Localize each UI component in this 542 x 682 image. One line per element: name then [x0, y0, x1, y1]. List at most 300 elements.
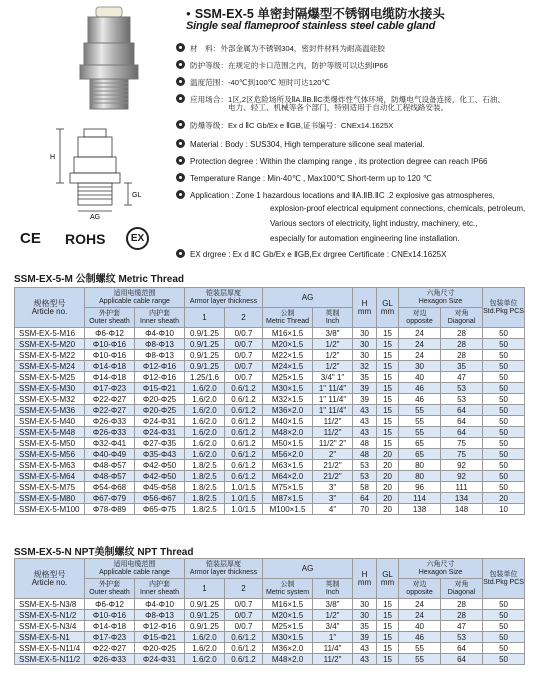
cell-metric-thread: M40×1.5 [263, 416, 313, 427]
col-armor: 铠装层厚度 Armor layer thickness [185, 288, 263, 308]
cell-metric-thread: M64×2.0 [263, 471, 313, 482]
cell-inner-sheath: Φ45-Φ58 [135, 482, 185, 493]
cell-pack: 50 [483, 416, 525, 427]
col-model: 规格型号 Article no. [15, 288, 85, 328]
cell-pack: 50 [483, 427, 525, 438]
cell-metric-thread: M16×1.5 [263, 599, 313, 610]
cell-opposite: 65 [399, 449, 441, 460]
bullet-icon [176, 77, 185, 86]
cell-diagonal: 47 [441, 621, 483, 632]
cell-diagonal: 92 [441, 460, 483, 471]
cell-outer-sheath: Φ22-Φ27 [85, 405, 135, 416]
cell-h: 43 [353, 427, 377, 438]
cell-inner-sheath: Φ12-Φ16 [135, 372, 185, 383]
cell-armor-1: 1.6/2.0 [185, 416, 225, 427]
cell-opposite: 24 [399, 350, 441, 361]
cell-outer-sheath: Φ40-Φ49 [85, 449, 135, 460]
cell-h: 70 [353, 504, 377, 515]
cell-gl: 15 [377, 350, 399, 361]
cell-armor-2: 0.6/1.2 [225, 427, 263, 438]
cell-opposite: 24 [399, 328, 441, 339]
product-photo [48, 5, 168, 115]
cell-h: 43 [353, 405, 377, 416]
cell-armor-1: 1.8/2.5 [185, 460, 225, 471]
cell-inch: 11/2" [313, 416, 353, 427]
cell-h: 58 [353, 482, 377, 493]
col-opposite: 对边 opposite [399, 308, 441, 328]
cell-model: SSM-EX-5-M48 [15, 427, 85, 438]
cell-gl: 15 [377, 632, 399, 643]
cell-opposite: 40 [399, 621, 441, 632]
cell-model: SSM-EX-5-M63 [15, 460, 85, 471]
cell-armor-2: 0.6/1.2 [225, 383, 263, 394]
cell-inch: 1" 11/4" [313, 405, 353, 416]
cell-opposite: 46 [399, 383, 441, 394]
cell-armor-2: 0/0.7 [225, 339, 263, 350]
cell-model: SSM-EX-5-N1/2 [15, 610, 85, 621]
col-armor-2: 2 [225, 308, 263, 328]
cell-opposite: 55 [399, 416, 441, 427]
cell-diagonal: 75 [441, 438, 483, 449]
col-inner: 内护套 Inner sheath [135, 579, 185, 599]
npt-spec-table [14, 558, 525, 665]
cell-outer-sheath: Φ14-Φ18 [85, 361, 135, 372]
col-hexagon: 六角尺寸 Hexagon Size [399, 559, 483, 579]
cell-inner-sheath: Φ42-Φ50 [135, 460, 185, 471]
cell-pack: 50 [483, 460, 525, 471]
cell-inner-sheath: Φ4-Φ10 [135, 599, 185, 610]
cell-opposite: 24 [399, 599, 441, 610]
bullet-icon [176, 249, 185, 258]
cell-armor-1: 1.6/2.0 [185, 383, 225, 394]
cell-outer-sheath: Φ48-Φ57 [85, 471, 135, 482]
col-inch: 英制 Inch [313, 308, 353, 328]
cell-h: 30 [353, 350, 377, 361]
cell-armor-2: 0/0.7 [225, 621, 263, 632]
cell-armor-1: 0.9/1.25 [185, 339, 225, 350]
col-outer: 外护套 Outer sheath [85, 308, 135, 328]
cell-pack: 50 [483, 438, 525, 449]
dim-label-h: H [50, 154, 56, 161]
cell-model: SSM-EX-5-N11/4 [15, 643, 85, 654]
cell-inner-sheath: Φ42-Φ50 [135, 471, 185, 482]
bullet-icon [176, 156, 185, 165]
cell-model: SSM-EX-5-N3/4 [15, 621, 85, 632]
cell-model: SSM-EX-5-M32 [15, 394, 85, 405]
cell-outer-sheath: Φ10-Φ16 [85, 350, 135, 361]
cell-metric-thread: M30×1.5 [263, 632, 313, 643]
bullet-icon [176, 173, 185, 182]
cell-inch: 1" 11/4" [313, 383, 353, 394]
cell-armor-2: 0.6/1.2 [225, 632, 263, 643]
cell-h: 35 [353, 372, 377, 383]
cell-inch: 1/2" [313, 350, 353, 361]
cell-gl: 15 [377, 654, 399, 665]
feature-material-en: Material : Body : SUS304, High temperature silicone seal material. [176, 138, 425, 150]
col-armor-2: 2 [225, 579, 263, 599]
cell-gl: 15 [377, 405, 399, 416]
cell-armor-1: 1.8/2.5 [185, 493, 225, 504]
cell-h: 39 [353, 394, 377, 405]
cell-diagonal: 28 [441, 328, 483, 339]
cell-armor-2: 1.0/1.5 [225, 482, 263, 493]
cell-armor-2: 0/0.7 [225, 361, 263, 372]
dim-label-gl: GL [132, 192, 142, 199]
cell-diagonal: 53 [441, 394, 483, 405]
cell-opposite: 30 [399, 361, 441, 372]
col-armor: 铠装层厚度 Armor layer thickness [185, 559, 263, 579]
cell-outer-sheath: Φ10-Φ16 [85, 610, 135, 621]
cell-h: 39 [353, 632, 377, 643]
cell-metric-thread: M56×2.0 [263, 449, 313, 460]
table-row [15, 449, 525, 460]
cell-outer-sheath: Φ48-Φ57 [85, 460, 135, 471]
table-row [15, 405, 525, 416]
cell-armor-2: 0/0.7 [225, 328, 263, 339]
cell-inch: 11/2" 2" [313, 438, 353, 449]
cell-model: SSM-EX-5-N11/2 [15, 654, 85, 665]
cell-inner-sheath: Φ24-Φ31 [135, 654, 185, 665]
cell-gl: 20 [377, 504, 399, 515]
cell-armor-2: 0.6/1.2 [225, 449, 263, 460]
cell-armor-1: 0.9/1.25 [185, 621, 225, 632]
cell-metric-thread: M50×1.5 [263, 438, 313, 449]
col-inner: 内护套 Inner sheath [135, 308, 185, 328]
cell-inch: 1" [313, 632, 353, 643]
cell-gl: 15 [377, 643, 399, 654]
cell-gl: 20 [377, 460, 399, 471]
cell-gl: 15 [377, 610, 399, 621]
cell-gl: 15 [377, 394, 399, 405]
table-row [15, 438, 525, 449]
cell-armor-1: 1.6/2.0 [185, 632, 225, 643]
cell-pack: 50 [483, 643, 525, 654]
cell-metric-thread: M25×1.5 [263, 372, 313, 383]
table-row [15, 361, 525, 372]
cell-outer-sheath: Φ6-Φ12 [85, 328, 135, 339]
cell-opposite: 138 [399, 504, 441, 515]
cell-armor-2: 0.6/1.2 [225, 654, 263, 665]
cell-outer-sheath: Φ32-Φ41 [85, 438, 135, 449]
col-diagonal: 对角 Diagonal [441, 308, 483, 328]
cell-armor-1: 0.9/1.25 [185, 610, 225, 621]
col-gl: GL mm [377, 559, 399, 599]
page-title: ● SSM-EX-5 单密封隔爆型不锈钢电缆防水接头 [186, 4, 445, 22]
col-pack: 包装单位 Std.Pkg PCS [483, 559, 525, 599]
cell-inch: 2" [313, 449, 353, 460]
cell-gl: 15 [377, 416, 399, 427]
cell-pack: 50 [483, 449, 525, 460]
table-row [15, 460, 525, 471]
cell-metric-thread: M20×1.5 [263, 339, 313, 350]
metric-spec-table [14, 287, 525, 515]
feature-application-en: Application : Zone 1 hazardous locations and ⅡA.ⅡB.ⅡC .2 explosive gas atmospheres, [176, 189, 495, 201]
cell-model: SSM-EX-5-M16 [15, 328, 85, 339]
feature-application-cn: 应用场合：1区,2区危险场所及ⅡA.ⅡB.ⅡC类爆炸性气体环境，防爆电气设备连接，化工、石油、 [176, 93, 505, 105]
cell-diagonal: 28 [441, 350, 483, 361]
cell-outer-sheath: Φ14-Φ18 [85, 621, 135, 632]
cell-metric-thread: M36×2.0 [263, 405, 313, 416]
cell-h: 53 [353, 471, 377, 482]
cell-model: SSM-EX-5-M80 [15, 493, 85, 504]
cell-diagonal: 53 [441, 632, 483, 643]
cell-inner-sheath: Φ35-Φ43 [135, 449, 185, 460]
cell-pack: 50 [483, 361, 525, 372]
cell-diagonal: 64 [441, 405, 483, 416]
cell-h: 35 [353, 621, 377, 632]
cell-h: 43 [353, 654, 377, 665]
cell-inner-sheath: Φ27-Φ35 [135, 438, 185, 449]
table-row [15, 482, 525, 493]
cell-armor-2: 0.6/1.2 [225, 405, 263, 416]
cell-pack: 50 [483, 654, 525, 665]
col-inch: 英制 Inch [313, 579, 353, 599]
cell-armor-2: 0.6/1.2 [225, 416, 263, 427]
cell-gl: 20 [377, 471, 399, 482]
cell-opposite: 40 [399, 372, 441, 383]
cell-pack: 20 [483, 493, 525, 504]
cell-metric-thread: M30×1.5 [263, 383, 313, 394]
cell-pack: 50 [483, 372, 525, 383]
cell-model: SSM-EX-5-M75 [15, 482, 85, 493]
bullet-icon [176, 120, 185, 129]
cell-outer-sheath: Φ6-Φ12 [85, 599, 135, 610]
table-row [15, 416, 525, 427]
cell-inner-sheath: Φ4-Φ10 [135, 328, 185, 339]
col-gl: GL mm [377, 288, 399, 328]
dim-label-ag: AG [90, 214, 101, 220]
cell-armor-1: 1.8/2.5 [185, 504, 225, 515]
table-row [15, 372, 525, 383]
cell-h: 48 [353, 438, 377, 449]
cell-opposite: 65 [399, 438, 441, 449]
cell-outer-sheath: Φ10-Φ16 [85, 339, 135, 350]
cell-diagonal: 64 [441, 427, 483, 438]
cell-armor-1: 1.6/2.0 [185, 438, 225, 449]
cell-opposite: 24 [399, 610, 441, 621]
cell-inch: 11/2" [313, 427, 353, 438]
cell-inch: 3/8" [313, 599, 353, 610]
cell-pack: 50 [483, 482, 525, 493]
cell-inner-sheath: Φ15-Φ21 [135, 383, 185, 394]
cell-gl: 15 [377, 328, 399, 339]
cell-diagonal: 75 [441, 449, 483, 460]
cell-gl: 15 [377, 438, 399, 449]
cell-pack: 50 [483, 610, 525, 621]
cell-metric-thread: M16×1.5 [263, 328, 313, 339]
col-pack: 包装单位 Std.Pkg PCS [483, 288, 525, 328]
cell-inner-sheath: Φ20-Φ25 [135, 394, 185, 405]
cell-armor-1: 0.9/1.25 [185, 361, 225, 372]
cell-model: SSM-EX-5-M20 [15, 339, 85, 350]
cell-opposite: 80 [399, 460, 441, 471]
cell-outer-sheath: Φ14-Φ18 [85, 372, 135, 383]
feature-material-cn: 材 料：外部金属为不锈钢304，密封件材料为耐高温硅胶 [176, 42, 385, 54]
cell-diagonal: 64 [441, 643, 483, 654]
col-metric: 公制 Metric system [263, 579, 313, 599]
cell-model: SSM-EX-5-M40 [15, 416, 85, 427]
cell-armor-2: 1.0/1.5 [225, 504, 263, 515]
cell-metric-thread: M48×2.0 [263, 427, 313, 438]
table-row [15, 610, 525, 621]
col-model: 规格型号 Article no. [15, 559, 85, 599]
cell-metric-thread: M24×1.5 [263, 361, 313, 372]
table-row [15, 383, 525, 394]
table-row [15, 643, 525, 654]
cell-armor-1: 0.9/1.25 [185, 599, 225, 610]
table-row [15, 504, 525, 515]
cell-outer-sheath: Φ54-Φ68 [85, 482, 135, 493]
cell-diagonal: 35 [441, 361, 483, 372]
cell-outer-sheath: Φ26-Φ33 [85, 416, 135, 427]
col-cable-range: 适用电缆范围 Applicable cable range [85, 559, 185, 579]
cell-armor-1: 1.8/2.5 [185, 471, 225, 482]
cell-metric-thread: M75×1.5 [263, 482, 313, 493]
npt-section-title: SSM-EX-5-N NPT美制螺纹 NPT Thread [14, 547, 194, 558]
cell-diagonal: 47 [441, 372, 483, 383]
cell-gl: 15 [377, 599, 399, 610]
cell-opposite: 96 [399, 482, 441, 493]
cell-inner-sheath: Φ8-Φ13 [135, 610, 185, 621]
cell-outer-sheath: Φ22-Φ27 [85, 643, 135, 654]
cell-metric-thread: M36×2.0 [263, 643, 313, 654]
bullet-icon [176, 139, 185, 148]
cell-outer-sheath: Φ17-Φ23 [85, 383, 135, 394]
cell-diagonal: 53 [441, 383, 483, 394]
cell-pack: 50 [483, 394, 525, 405]
cell-gl: 20 [377, 482, 399, 493]
cell-opposite: 114 [399, 493, 441, 504]
cell-inch: 11/4" [313, 643, 353, 654]
cell-model: SSM-EX-5-M36 [15, 405, 85, 416]
cell-opposite: 55 [399, 643, 441, 654]
cell-metric-thread: M22×1.5 [263, 350, 313, 361]
cell-metric-thread: M63×1.5 [263, 460, 313, 471]
cell-gl: 15 [377, 339, 399, 350]
cell-diagonal: 111 [441, 482, 483, 493]
col-h: H mm [353, 288, 377, 328]
rohs-logo: ROHS [65, 231, 106, 247]
feature-application-cn-cont: 电力、轻工、机械等各个部门，特别适用于自动化工程线路安装。 [228, 103, 449, 112]
cell-outer-sheath: Φ26-Φ33 [85, 654, 135, 665]
cell-gl: 15 [377, 361, 399, 372]
col-armor-1: 1 [185, 579, 225, 599]
cell-diagonal: 64 [441, 654, 483, 665]
col-outer: 外护套 Outer sheath [85, 579, 135, 599]
cell-diagonal: 64 [441, 416, 483, 427]
cell-pack: 50 [483, 383, 525, 394]
cell-h: 39 [353, 383, 377, 394]
cell-outer-sheath: Φ26-Φ33 [85, 427, 135, 438]
cell-model: SSM-EX-5-M30 [15, 383, 85, 394]
cell-opposite: 55 [399, 405, 441, 416]
bullet-icon [176, 43, 185, 52]
cell-inner-sheath: Φ12-Φ16 [135, 361, 185, 372]
page-subtitle: Single seal flameproof stainless steel cable gland [186, 20, 436, 32]
cell-armor-2: 0.6/1.2 [225, 643, 263, 654]
cell-armor-2: 0.6/1.2 [225, 394, 263, 405]
col-cable-range: 适用电缆范围 Applicable cable range [85, 288, 185, 308]
cell-h: 30 [353, 610, 377, 621]
table-row [15, 654, 525, 665]
cell-gl: 15 [377, 427, 399, 438]
cell-armor-2: 0.6/1.2 [225, 438, 263, 449]
feature-temperature-en: Temperature Range : Min-40℃ , Max100℃ Short-term up to 120 ℃ [176, 172, 432, 184]
table-row [15, 621, 525, 632]
cell-model: SSM-EX-5-M24 [15, 361, 85, 372]
cell-h: 43 [353, 643, 377, 654]
ex-logo: EX [126, 227, 149, 250]
cell-diagonal: 134 [441, 493, 483, 504]
feature-temperature-cn: 温度范围：-40℃到100℃ 短时可达120℃ [176, 76, 330, 88]
bullet-icon [176, 190, 185, 199]
cell-opposite: 24 [399, 339, 441, 350]
ce-logo: CE [20, 230, 41, 247]
cell-armor-1: 1.6/2.0 [185, 449, 225, 460]
bullet-icon [176, 60, 185, 69]
cell-outer-sheath: Φ67-Φ79 [85, 493, 135, 504]
cell-armor-1: 1.25/1.6 [185, 372, 225, 383]
cell-metric-thread: M100×1.5 [263, 504, 313, 515]
cell-pack: 50 [483, 599, 525, 610]
cell-armor-2: 0.6/1.2 [225, 471, 263, 482]
cell-inner-sheath: Φ8-Φ13 [135, 339, 185, 350]
feature-protection-cn: 防护等级：在规定的卡口范围之内，防护等级可以达到IP66 [176, 59, 388, 71]
table-row [15, 350, 525, 361]
cell-model: SSM-EX-5-M25 [15, 372, 85, 383]
table-row [15, 471, 525, 482]
cell-opposite: 55 [399, 654, 441, 665]
cell-model: SSM-EX-5-N3/8 [15, 599, 85, 610]
cell-metric-thread: M48×2.0 [263, 654, 313, 665]
cell-model: SSM-EX-5-M64 [15, 471, 85, 482]
table-row [15, 632, 525, 643]
cell-inch: 3/8" [313, 328, 353, 339]
cell-metric-thread: M25×1.5 [263, 621, 313, 632]
cell-inch: 3/4" [313, 621, 353, 632]
cell-armor-1: 0.9/1.25 [185, 328, 225, 339]
cell-h: 32 [353, 361, 377, 372]
cell-gl: 20 [377, 493, 399, 504]
cell-armor-1: 1.6/2.0 [185, 654, 225, 665]
cell-inch: 1/2" [313, 610, 353, 621]
feature-exgrade-en: EX drgree : Ex d ⅡC Gb/Ex e ⅡGB,Ex drgree Certificate : CNEx14.1625X [176, 248, 446, 260]
cell-inch: 1" 11/4" [313, 394, 353, 405]
feature-exgrade-cn: 防爆等级：Ex d ⅡC Gb/Ex e ⅡGB,证书编号：CNEx14.1625X [176, 119, 393, 131]
dimension-drawing [40, 125, 150, 220]
cell-diagonal: 28 [441, 339, 483, 350]
cell-h: 64 [353, 493, 377, 504]
cell-inner-sheath: Φ20-Φ25 [135, 643, 185, 654]
cell-model: SSM-EX-5-N1 [15, 632, 85, 643]
table-row [15, 394, 525, 405]
col-metric: 公制 Metric Thread [263, 308, 313, 328]
cell-pack: 50 [483, 621, 525, 632]
cell-inner-sheath: Φ20-Φ25 [135, 405, 185, 416]
cell-pack: 50 [483, 632, 525, 643]
cell-opposite: 80 [399, 471, 441, 482]
cell-inch: 11/2" [313, 654, 353, 665]
cell-armor-2: 1.0/1.5 [225, 493, 263, 504]
cell-pack: 50 [483, 339, 525, 350]
cell-armor-1: 1.6/2.0 [185, 394, 225, 405]
cell-armor-1: 1.6/2.0 [185, 643, 225, 654]
cell-inner-sheath: Φ24-Φ31 [135, 416, 185, 427]
cell-opposite: 55 [399, 427, 441, 438]
cell-gl: 20 [377, 449, 399, 460]
cell-armor-1: 0.9/1.25 [185, 350, 225, 361]
cell-metric-thread: M87×1.5 [263, 493, 313, 504]
